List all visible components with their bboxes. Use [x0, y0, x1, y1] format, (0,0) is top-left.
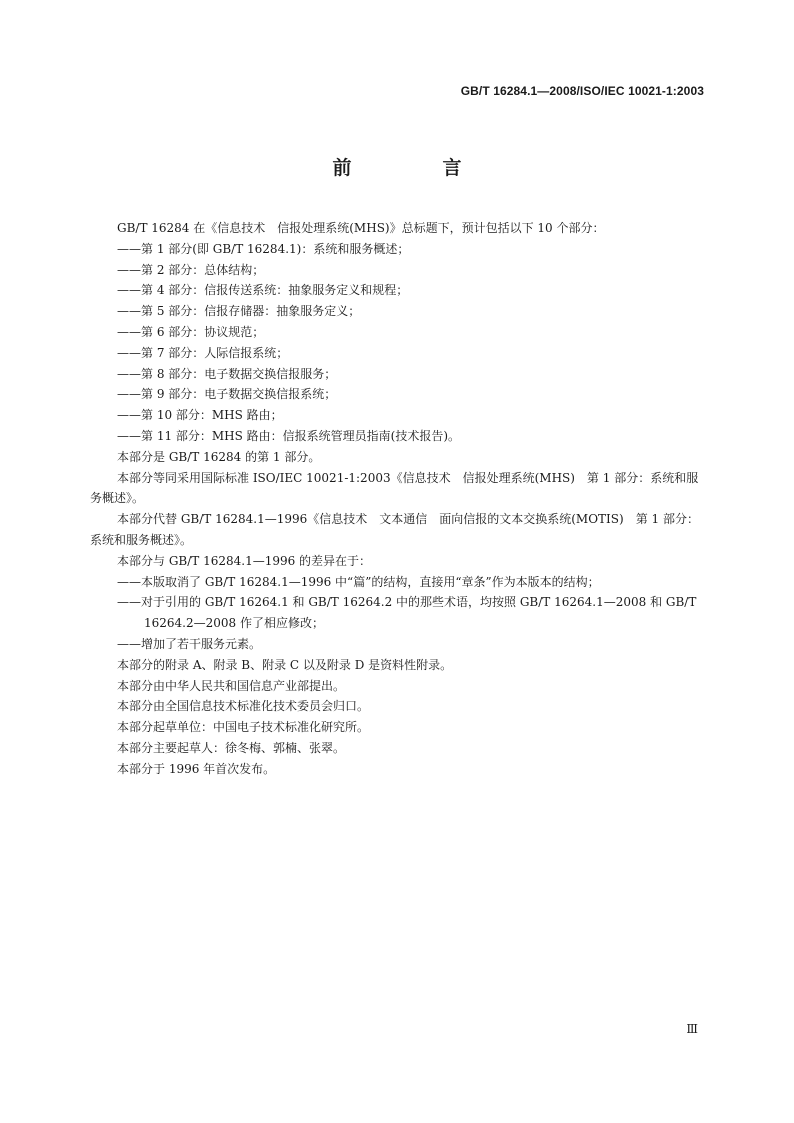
paragraph: 本部分起草单位：中国电子技术标准化研究所。 [117, 720, 370, 735]
list-item: ——增加了若干服务元素。 [117, 636, 262, 651]
paragraph: GB/T 16284 在《信息技术 信报处理系统(MHS)》总标题下，预计包括以下 10 个部分： [117, 221, 605, 235]
list-item: ——第 7 部分：人际信报系统； [117, 345, 289, 360]
list-item: ——第 2 部分：总体结构； [117, 262, 265, 277]
paragraph: 本部分的附录 A、附录 B、附录 C 以及附录 D 是资料性附录。 [117, 657, 453, 672]
list-item: ——第 9 部分：电子数据交换信报系统； [117, 387, 337, 402]
list-item: ——对于引用的 GB/T 16264.1 和 GB/T 16264.2 中的那些术语，均按照 GB/T 16264.1—2008 和 GB/T 16264.2—2008 作了相应修改； [117, 595, 697, 631]
document-body [90, 218, 708, 780]
paragraph: 本部分等同采用国际标准 ISO/IEC 10021-1:2003《信息技术 信报处理系统(MHS) 第 1 部分：系统和服务概述》。 [90, 470, 699, 506]
paragraph: 本部分主要起草人：徐冬梅、郭楠、张翠。 [117, 740, 346, 755]
list-item: ——第 11 部分：MHS 路由：信报系统管理员指南(技术报告)。 [117, 428, 461, 443]
list-item: ——第 6 部分：协议规范； [117, 324, 265, 339]
list-item: ——第 1 部分(即 GB/T 16284.1)：系统和服务概述； [117, 241, 410, 256]
page-title: 前 言 [332, 157, 498, 179]
paragraph: 本部分是 GB/T 16284 的第 1 部分。 [117, 449, 321, 464]
list-item: ——第 5 部分：信报存储器：抽象服务定义； [117, 304, 361, 319]
page-number: Ⅲ [686, 1022, 698, 1036]
paragraph: 本部分代替 GB/T 16284.1—1996《信息技术 文本通信 面向信报的文本交换系统(MOTIS) 第 1 部分：系统和服务概述》。 [90, 512, 699, 547]
list-item: ——第 4 部分：信报传送系统：抽象服务定义和规程； [117, 283, 409, 298]
paragraph: 本部分由全国信息技术标准化技术委员会归口。 [117, 699, 370, 714]
paragraph: 本部分与 GB/T 16284.1—1996 的差异在于： [117, 553, 372, 568]
list-item: ——本版取消了 GB/T 16284.1—1996 中“篇”的结构，直接用“章条”作为本版本的结构； [117, 574, 600, 589]
paragraph: 本部分于 1996 年首次发布。 [117, 761, 276, 776]
standard-number-header: GB/T 16284.1—2008/ISO/IEC 10021-1:2003 [460, 84, 704, 98]
list-item: ——第 10 部分：MHS 路由； [117, 408, 283, 423]
paragraph: 本部分由中华人民共和国信息产业部提出。 [117, 678, 346, 693]
list-item: ——第 8 部分：电子数据交换信报服务； [117, 366, 337, 381]
